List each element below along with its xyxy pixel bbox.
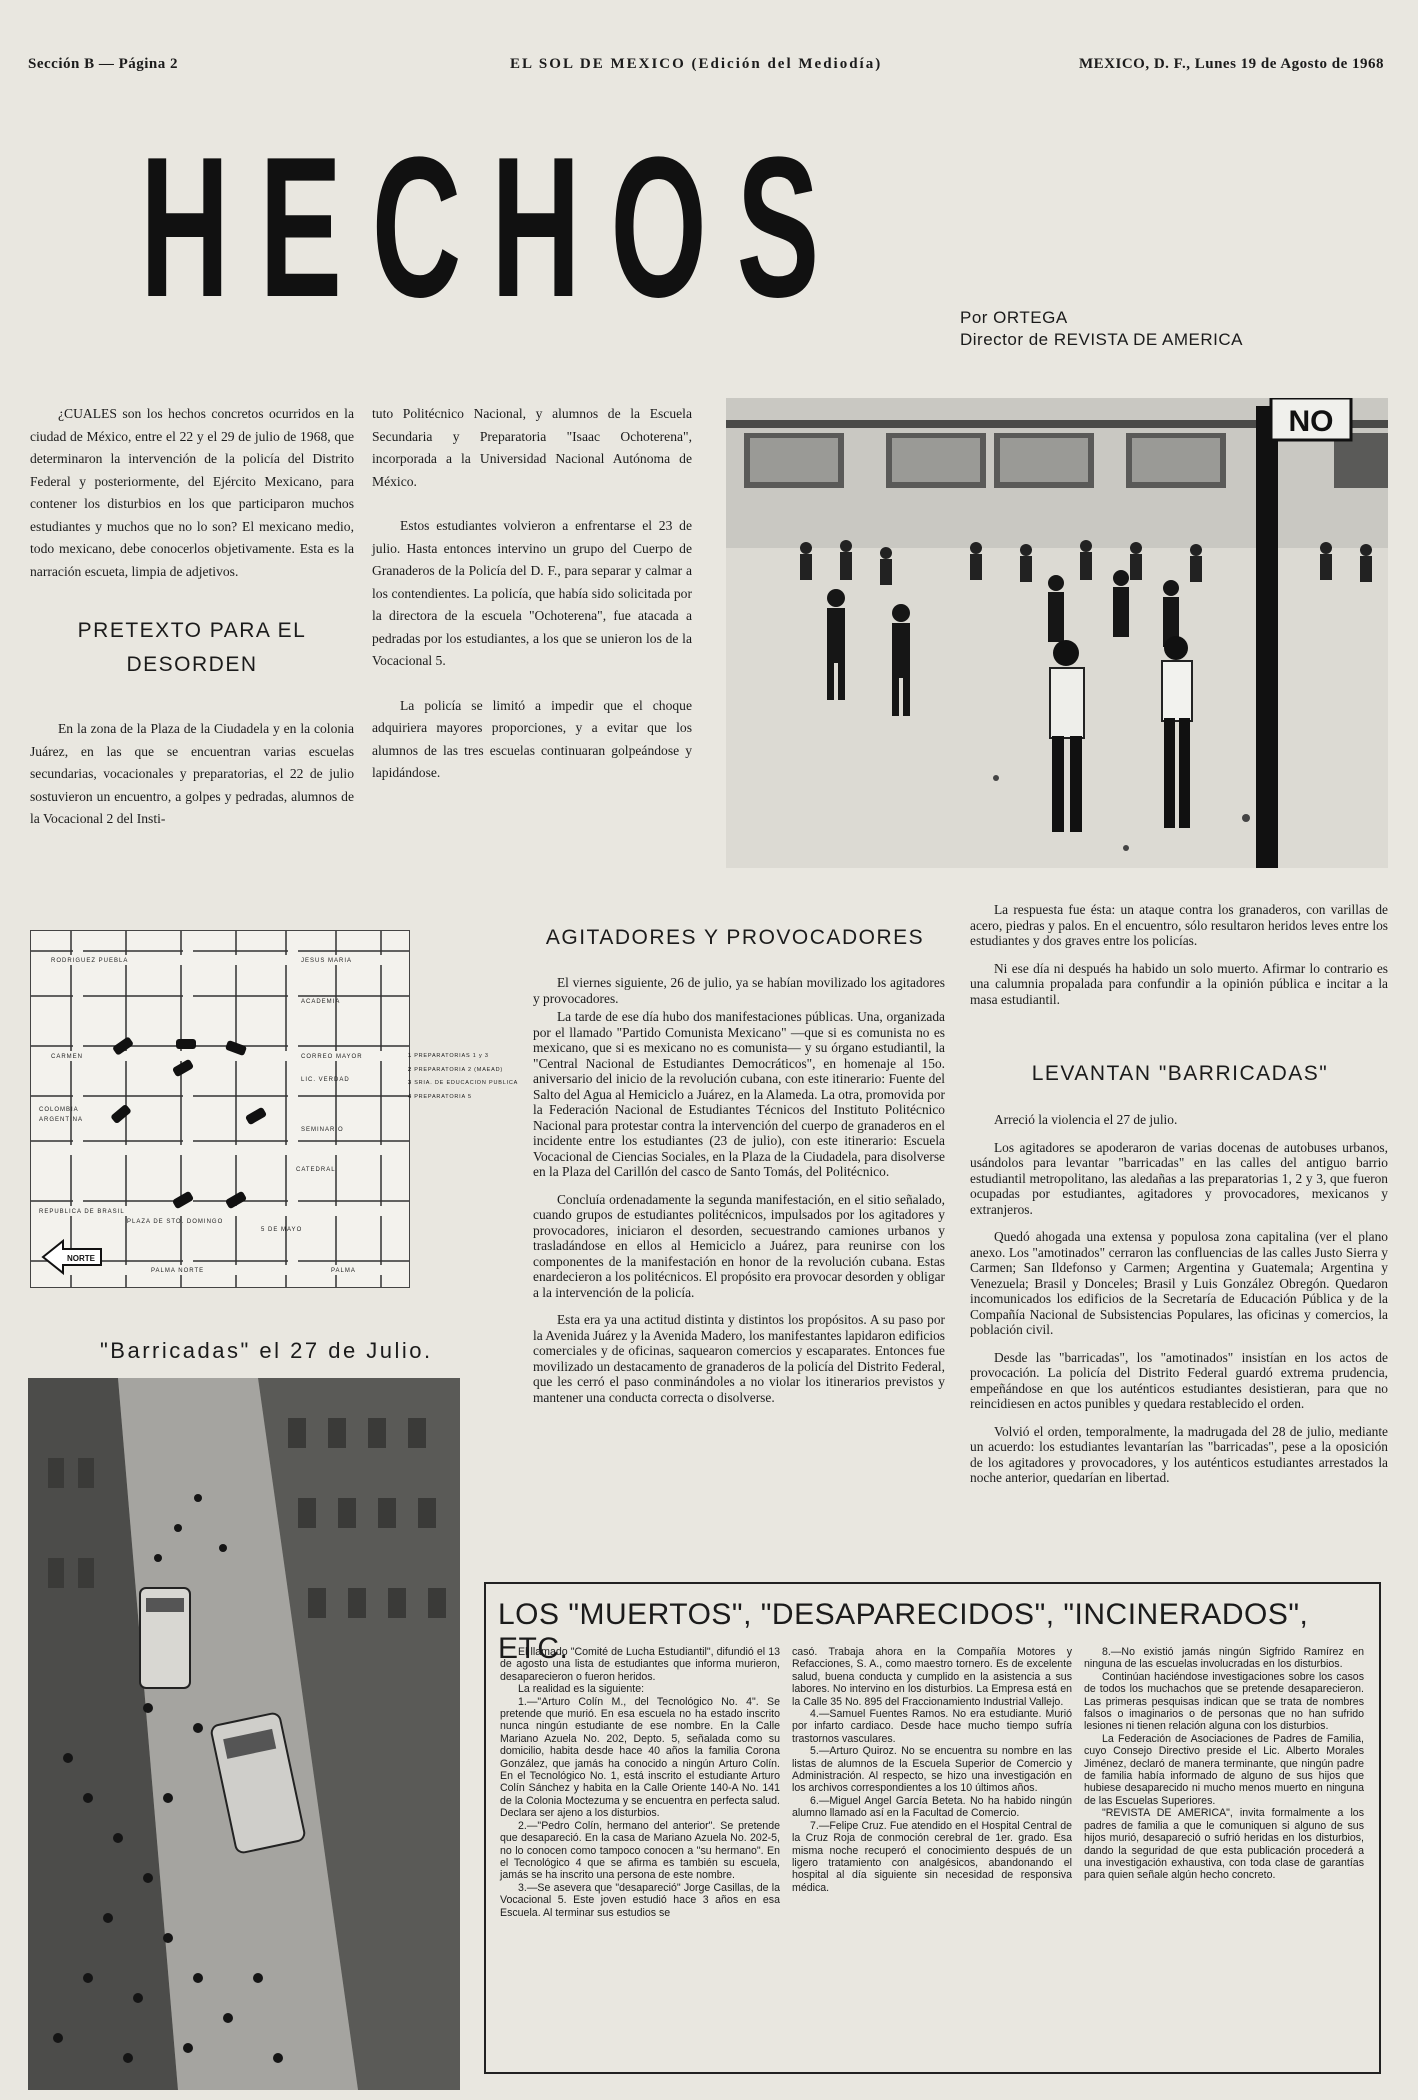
paragraph: Continúan haciéndose investigaciones sobre los casos de todos los muchachos que se pretende desaparecieron. Las primeras pesquisas indican que se trata de nombres falsos o imaginarios o de personas que no han sufrido lesiones ni tienen relación alguna con los disturbios. xyxy=(1084,1670,1364,1733)
map-street-label: ACADEMIA xyxy=(301,999,341,1005)
paragraph: Concluía ordenadamente la segunda manifestación, en el sitio señalado, cuando grupos de estudiantes politécnicos, impulsados por los agitadores y provocadores, iniciaron el desorden, secuestrando camiones urbanos y trasladándose en ellos al Hemiciclo a Juárez, para reunirse con los componentes de la manifestación en honor de la revolución cubana. Estas enardecieron a los politécnicos. El propósito era provocar desorden y obligar a la intervención de la policía. xyxy=(533,1191,945,1300)
paragraph: La realidad es la siguiente: xyxy=(518,1683,645,1696)
paragraph: Los agitadores se apoderaron de varias docenas de autobuses urbanos, usándolos para levantar "barricadas" en las calles del antiguo barrio estudiantil metropolitano, las aledañas a las preparatorias 1, 2 y 3, que fueron ocupadas por estudiantes, agitadores y provocadores, mexicanos y extranjeros. xyxy=(970,1139,1388,1217)
byline xyxy=(960,307,1243,351)
map-street-label: 5 DE MAYO xyxy=(261,1227,303,1233)
paragraph: La policía se limitó a impedir que el choque adquiriera mayores proporciones, y a evitar que los alumnos de las tres escuelas continuaran golpeándose y lapidándose. xyxy=(372,697,692,780)
masthead-date: MEXICO, D. F., Lunes 19 de Agosto de 1968 xyxy=(1079,56,1384,72)
map-street-label: PLAZA DE STO. DOMINGO xyxy=(127,1219,224,1225)
map-legend-item: 4 PREPARATORIA 5 xyxy=(408,1093,472,1100)
paragraph: El llamado "Comité de Lucha Estudiantil", difundió el 13 de agosto una lista de estudiantes que informa murieron, desaparecieron o fueron heridos. xyxy=(500,1646,780,1683)
map-barricades-zone xyxy=(30,930,410,1288)
map-legend-item: 3 SRIA. DE EDUCACION PUBLICA xyxy=(408,1080,519,1086)
paragraph: 2.—"Pedro Colín, hermano del anterior". Se pretende que desapareció. En la casa de Mariano Azuela No. 202-5, no lo conocen como tampoco conocen a "su hermano". En el Tecnológico 4 que se afirma es también su escuela, jamás se ha inscrito una persona de este nombre. xyxy=(500,1819,780,1882)
map-legend xyxy=(408,1050,526,1104)
paragraph: Quedó ahogada una extensa y populosa zona capitalina (ver el plano anexo. Los "amotinados" cerraron las confluencias de las calles Justo Sierra y Carmen; San Ildefonso y Carmen; Argentina y Guatemala; Argentina y Venezuela; Brasil y Donceles; Brasil y Luis González Obregón. Quedaron incomunicados los edificios de la Secretaría de Educación Pública y de la Compañía Nacional de Subsistencias Populares, las oficinas y comercios, la población civil. xyxy=(970,1229,1388,1337)
map-drawing xyxy=(31,931,409,1287)
byline-role: Director de REVISTA DE AMERICA xyxy=(960,330,1243,349)
byline-author: Por ORTEGA xyxy=(960,308,1068,327)
paragraph: 7.—Felipe Cruz. Fue atendido en el Hospital Central de la Cruz Roja de conmoción cerebral de 1er. grado. Esa misma noche recuperó el conocimiento después de un ligero tratamiento con analgésicos, abandonando el hospital al día siguiente sin necesidad de responsiva médica. xyxy=(792,1819,1072,1894)
map-street-label: RODRIGUEZ PUEBLA xyxy=(51,958,129,964)
section-heading-agitadores: AGITADORES Y PROVOCADORES xyxy=(545,926,925,949)
paragraph: La Federación de Asociaciones de Padres de Familia, cuyo Consejo Directivo preside el Lic. Alberto Morales Jiménez, declaró de manera terminante, que ningún padre de familia había informado de alguno de sus hijos que hubiese desaparecido ni mucho menos muerto en ninguna de las Escuelas Superiores. xyxy=(1084,1732,1364,1807)
article-column-4-cont xyxy=(970,1112,1388,1486)
paragraph: Desde las "barricadas", los "amotinados" insistían en los actos de provocación. La policía del Distrito Federal guardó extrema prudencia, empeñándose en que los auténticos estudiantes desistieran, para que no reincidiesen en actos punibles y quedara restablecido el orden. xyxy=(970,1349,1388,1411)
article-column-2 xyxy=(372,403,692,785)
photo-illustration xyxy=(28,1378,460,2090)
article-column-4 xyxy=(970,902,1388,1007)
intro-paragraph: ¿CUALES son los hechos concretos ocurridos en la ciudad de México, entre el 22 y el 29 de julio de 1968, que determinaron la intervención de la policía del Distrito Federal y posteriormente, del Ejército Mexicano, para contener los disturbios en los que participaron muchos estudiantes y muchos que no lo son? El mexicano medio, todo mexicano, debe conocerlos objetivamente. Esta es la narración escueta, limpia de adjetivos. xyxy=(30,406,354,579)
paragraph: Volvió el orden, temporalmente, la madrugada del 28 de julio, mediante un acuerdo: los estudiantes levantarían las "barricadas", pese a la oposición de los agitadores y provocadores, y los auténticos estudiantes arrestados la noche anterior, quedarían en libertad. xyxy=(970,1423,1388,1485)
paragraph: 4.—Samuel Fuentes Ramos. No era estudiante. Murió por infarto cardiaco. Desde hace mucho tiempo sufría trastornos vasculares. xyxy=(792,1708,1072,1745)
map-street-label: COLOMBIA xyxy=(39,1107,79,1113)
boxed-article-column-1 xyxy=(500,1646,780,1919)
paragraph: 5.—Arturo Quiroz. No se encuentra su nombre en las listas de alumnos de la Escuela Superior de Comercio y Administración. Al respecto, se hizo una investigación en los archivos correspondientes a los 10 últimos años. xyxy=(792,1745,1072,1795)
photo-illustration xyxy=(726,398,1388,868)
article-column-1 xyxy=(30,403,354,583)
map-street-label: CARMEN xyxy=(51,1054,84,1060)
paragraph: 6.—Miguel Angel García Beteta. No ha habido ningún alumno llamado así en la Facultad de Comercio. xyxy=(792,1794,1072,1820)
section-heading-barricadas: LEVANTAN "BARRICADAS" xyxy=(1031,1062,1329,1085)
boxed-article-muertos xyxy=(484,1582,1381,2074)
map-street-label: REPUBLICA DE BRASIL xyxy=(39,1209,125,1215)
map-street-label: CORREO MAYOR xyxy=(301,1054,363,1060)
map-street-label: CATEDRAL xyxy=(296,1167,336,1173)
photo-students-clash xyxy=(726,398,1388,868)
article-agitadores xyxy=(533,975,945,1405)
photo-caption-barricadas: "Barricadas" el 27 de Julio. xyxy=(100,1338,433,1363)
paragraph: En la zona de la Plaza de la Ciudadela y en la colonia Juárez, en las que se encuentran varias escuelas secundarias, vocacionales y preparatorias, el 22 de julio sostuvieron un encuentro, a golpes y pedradas, alumnos de la Vocacional 2 del Insti- xyxy=(30,721,354,826)
paragraph: 8.—No existió jamás ningún Sigfrido Ramírez en ninguna de las escuelas involucradas en los disturbios. xyxy=(1084,1646,1364,1671)
masthead-newspaper-name: EL SOL DE MEXICO (Edición del Mediodía) xyxy=(510,56,883,72)
photo-sign-text: NO xyxy=(1288,405,1334,438)
map-legend-item: 1 PREPARATORIAS 1 y 3 xyxy=(408,1053,489,1059)
map-street-label: LIC. VERDAD xyxy=(301,1077,350,1083)
paragraph: Esta era ya una actitud distinta y distintos los propósitos. A su paso por la Avenida Juárez y la Avenida Madero, los manifestantes lapidaron edificios comerciales y de oficinas, saquearon comercios y escaparates. Entonces fue movilizado un destacamento de granaderos de la policía del Distrito Federal, que les cerró el paso conminándoles a no violar los itinerarios previstos y mantener una conducta correcta o disolverse. xyxy=(533,1312,945,1405)
map-legend-item: 2 PREPARATORIA 2 (MAEAD) xyxy=(408,1066,503,1073)
map-street-label: JESUS MARIA xyxy=(301,958,353,964)
paragraph: 3.—Se asevera que "desapareció" Jorge Casillas, de la Vocacional 5. Este joven estudió hace 3 años en esa Escuela. Al terminar sus estudios se xyxy=(500,1881,780,1919)
paragraph: Estos estudiantes volvieron a enfrentarse el 23 de julio. Hasta entonces intervino un grupo del Cuerpo de Granaderos de la Policía del D. F., para separar y calmar a los contendientes. La policía, que había sido solicitada por la directora de la escuela "Ochoterena", fue atacada a pedradas por los estudiantes, a los que se unieron los de la Vocacional 5. xyxy=(372,518,692,668)
map-north-label: NORTE xyxy=(67,1254,95,1263)
paragraph: El viernes siguiente, 26 de julio, ya se habían movilizado los agitadores y provocadores. xyxy=(533,975,945,1006)
article-column-1-cont xyxy=(30,718,354,831)
page-title: HECHOS xyxy=(140,116,850,339)
paragraph: 1.—"Arturo Colín M., del Tecnológico No. 4". Se pretende que murió. En esa escuela no ha estado inscrito nunca ningún estudiante de ese nombre. En la Calle Mariano Azuela No. 202, Depto. 5, señalada como su domicilio, habita desde hace 40 años la familia Corona González, que jamás ha conocido a ningún Arturo Colín. En el Tecnológico No. 1, está inscrito el estudiante Arturo Colín Sánchez y habita en la Calle Oriente 140-A No. 141 de la Colonia Moctezuma y se encuentra en perfecta salud. Declara ser ajeno a los disturbios. xyxy=(500,1695,780,1820)
map-street-label: ARGENTINA xyxy=(39,1117,84,1123)
paragraph: Ni ese día ni después ha habido un solo muerto. Afirmar lo contrario es una calumnia propalada para confundir a la opinión pública e incitar a la masa estudiantil. xyxy=(970,960,1388,1007)
photo-street-barricades xyxy=(28,1378,460,2090)
paragraph: La tarde de ese día hubo dos manifestaciones públicas. Una, organizada por el llamado "Partido Comunista Mexicano" —que si es comunista no es mexicano, que si es mexicano no es comunista— y su órgano estudiantil, la "Central Nacional de Estudiantes Democráticos", en homenaje al 15o. aniversario del inicio de la revolución cubana, con este itinerario: Fuente del Salto del Agua al Hemiciclo a Juárez, en la Alameda. La otra, promovida por la Federación Nacional de Estudiantes Técnicos del Instituto Politécnico Nacional para protestar contra la intervención del cuerpo de granaderos en el incidente entre los estudiantes (23 de julio), con este itinerario: Escuela Vocacional de Ciencias Sociales, en la Plaza de la Ciudadela, para disolverse en la Plaza del Carillón del casco de Santo Tomás, del Politécnico. xyxy=(533,1009,945,1179)
paragraph: Arreció la violencia el 27 de julio. xyxy=(994,1112,1178,1127)
boxed-article-column-3 xyxy=(1084,1646,1364,1882)
boxed-article-title: LOS "MUERTOS", "DESAPARECIDOS", "INCINERADOS", ETC. xyxy=(498,1598,1309,1665)
paragraph: La respuesta fue ésta: un ataque contra los granaderos, con varillas de acero, piedras y palos. En el encuentro, sólo resultaron heridos leves entre los estudiantes y dos graves entre los policías. xyxy=(970,902,1388,948)
section-heading-pretexto: PRETEXTO PARA EL DESORDEN xyxy=(77,619,307,676)
paragraph: casó. Trabaja ahora en la Compañía Motores y Refacciones, S. A., como maestro tornero. Es de excelente salud, buena conducta y cumplido en la asistencia a sus labores. No intervino en los disturbios. La Empresa está en la Calle 35 No. 895 del Fraccionamiento Industrial Vallejo. xyxy=(792,1646,1072,1708)
paragraph: "REVISTA DE AMERICA", invita formalmente a los padres de familia a que le comuniquen si alguno de sus hijos murió, desapareció o sufrió heridas en los disturbios, dando la seguridad de que esta publicación procederá a una investigación exhaustiva, con toda clase de garantías para quien señale algún hecho concreto. xyxy=(1084,1807,1364,1882)
map-street-label: PALMA xyxy=(331,1268,356,1274)
boxed-article-column-2 xyxy=(792,1646,1072,1894)
map-street-label: PALMA NORTE xyxy=(151,1268,205,1274)
paragraph: tuto Politécnico Nacional, y alumnos de la Escuela Secundaria y Preparatoria "Isaac Ochoterena", incorporada a la Universidad Nacional Autónoma de México. xyxy=(372,406,692,489)
map-street-label: SEMINARIO xyxy=(301,1127,344,1133)
masthead-section-page: Sección B — Página 2 xyxy=(28,56,179,72)
